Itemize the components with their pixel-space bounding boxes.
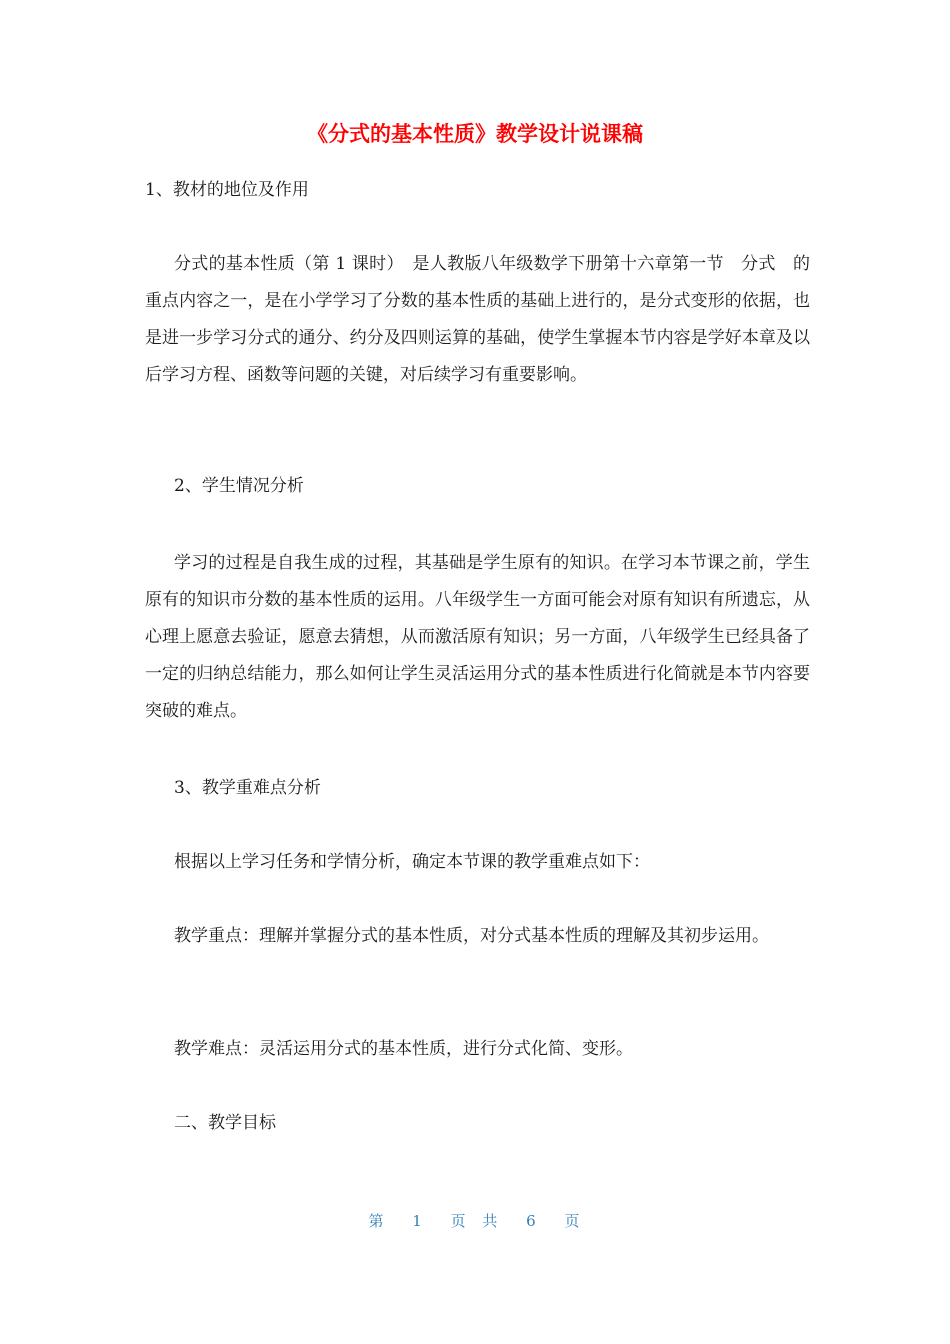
footer-mid: 页 共 <box>450 1212 500 1230</box>
paragraph-teaching-focus: 教学重点：理解并掌握分式的基本性质，对分式基本性质的理解及其初步运用。 <box>174 926 769 946</box>
section-heading-3: 3、教学重难点分析 <box>174 778 321 798</box>
section-heading-teaching-goals: 二、教学目标 <box>174 1113 276 1133</box>
paragraph-teaching-difficulty: 教学难点：灵活运用分式的基本性质，进行分式化简、变形。 <box>174 1039 633 1059</box>
paragraph-intro-key-points: 根据以上学习任务和学情分析，确定本节课的教学重难点如下： <box>174 852 650 872</box>
footer-page-number: 1 <box>412 1212 424 1230</box>
footer-total-pages: 6 <box>526 1212 538 1230</box>
footer-suffix: 页 <box>564 1212 582 1230</box>
page-footer <box>0 1210 950 1231</box>
section-heading-1: 1、教材的地位及作用 <box>145 180 309 200</box>
footer-prefix: 第 <box>368 1212 386 1230</box>
section-heading-2: 2、学生情况分析 <box>174 476 304 496</box>
document-title: 《分式的基本性质》教学设计说课稿 <box>307 122 643 146</box>
paragraph-student-analysis: 学习的过程是自我生成的过程，其基础是学生原有的知识。在学习本节课之前，学生原有的知识市分数的基本性质的运用。八年级学生一方面可能会对原有知识有所遗忘，从心理上愿意去验证，愿意去猜想，从而激活原有知识；另一方面，八年级学生已经具备了一定的归纳总结能力，那么如何让学生灵活运用分式的基本性质进行化简就是本节内容要突破的难点。 <box>145 553 810 721</box>
paragraph-textbook-role: 分式的基本性质（第 1 课时） 是人教版八年级数学下册第十六章第一节 分式 的重点内容之一，是在小学学习了分数的基本性质的基础上进行的，是分式变形的依据，也是进一步学习分式的通分、约分及四则运算的基础，使学生掌握本节内容是学好本章及以后学习方程、函数等问题的关键，对后续学习有重要影响。 <box>145 254 810 385</box>
